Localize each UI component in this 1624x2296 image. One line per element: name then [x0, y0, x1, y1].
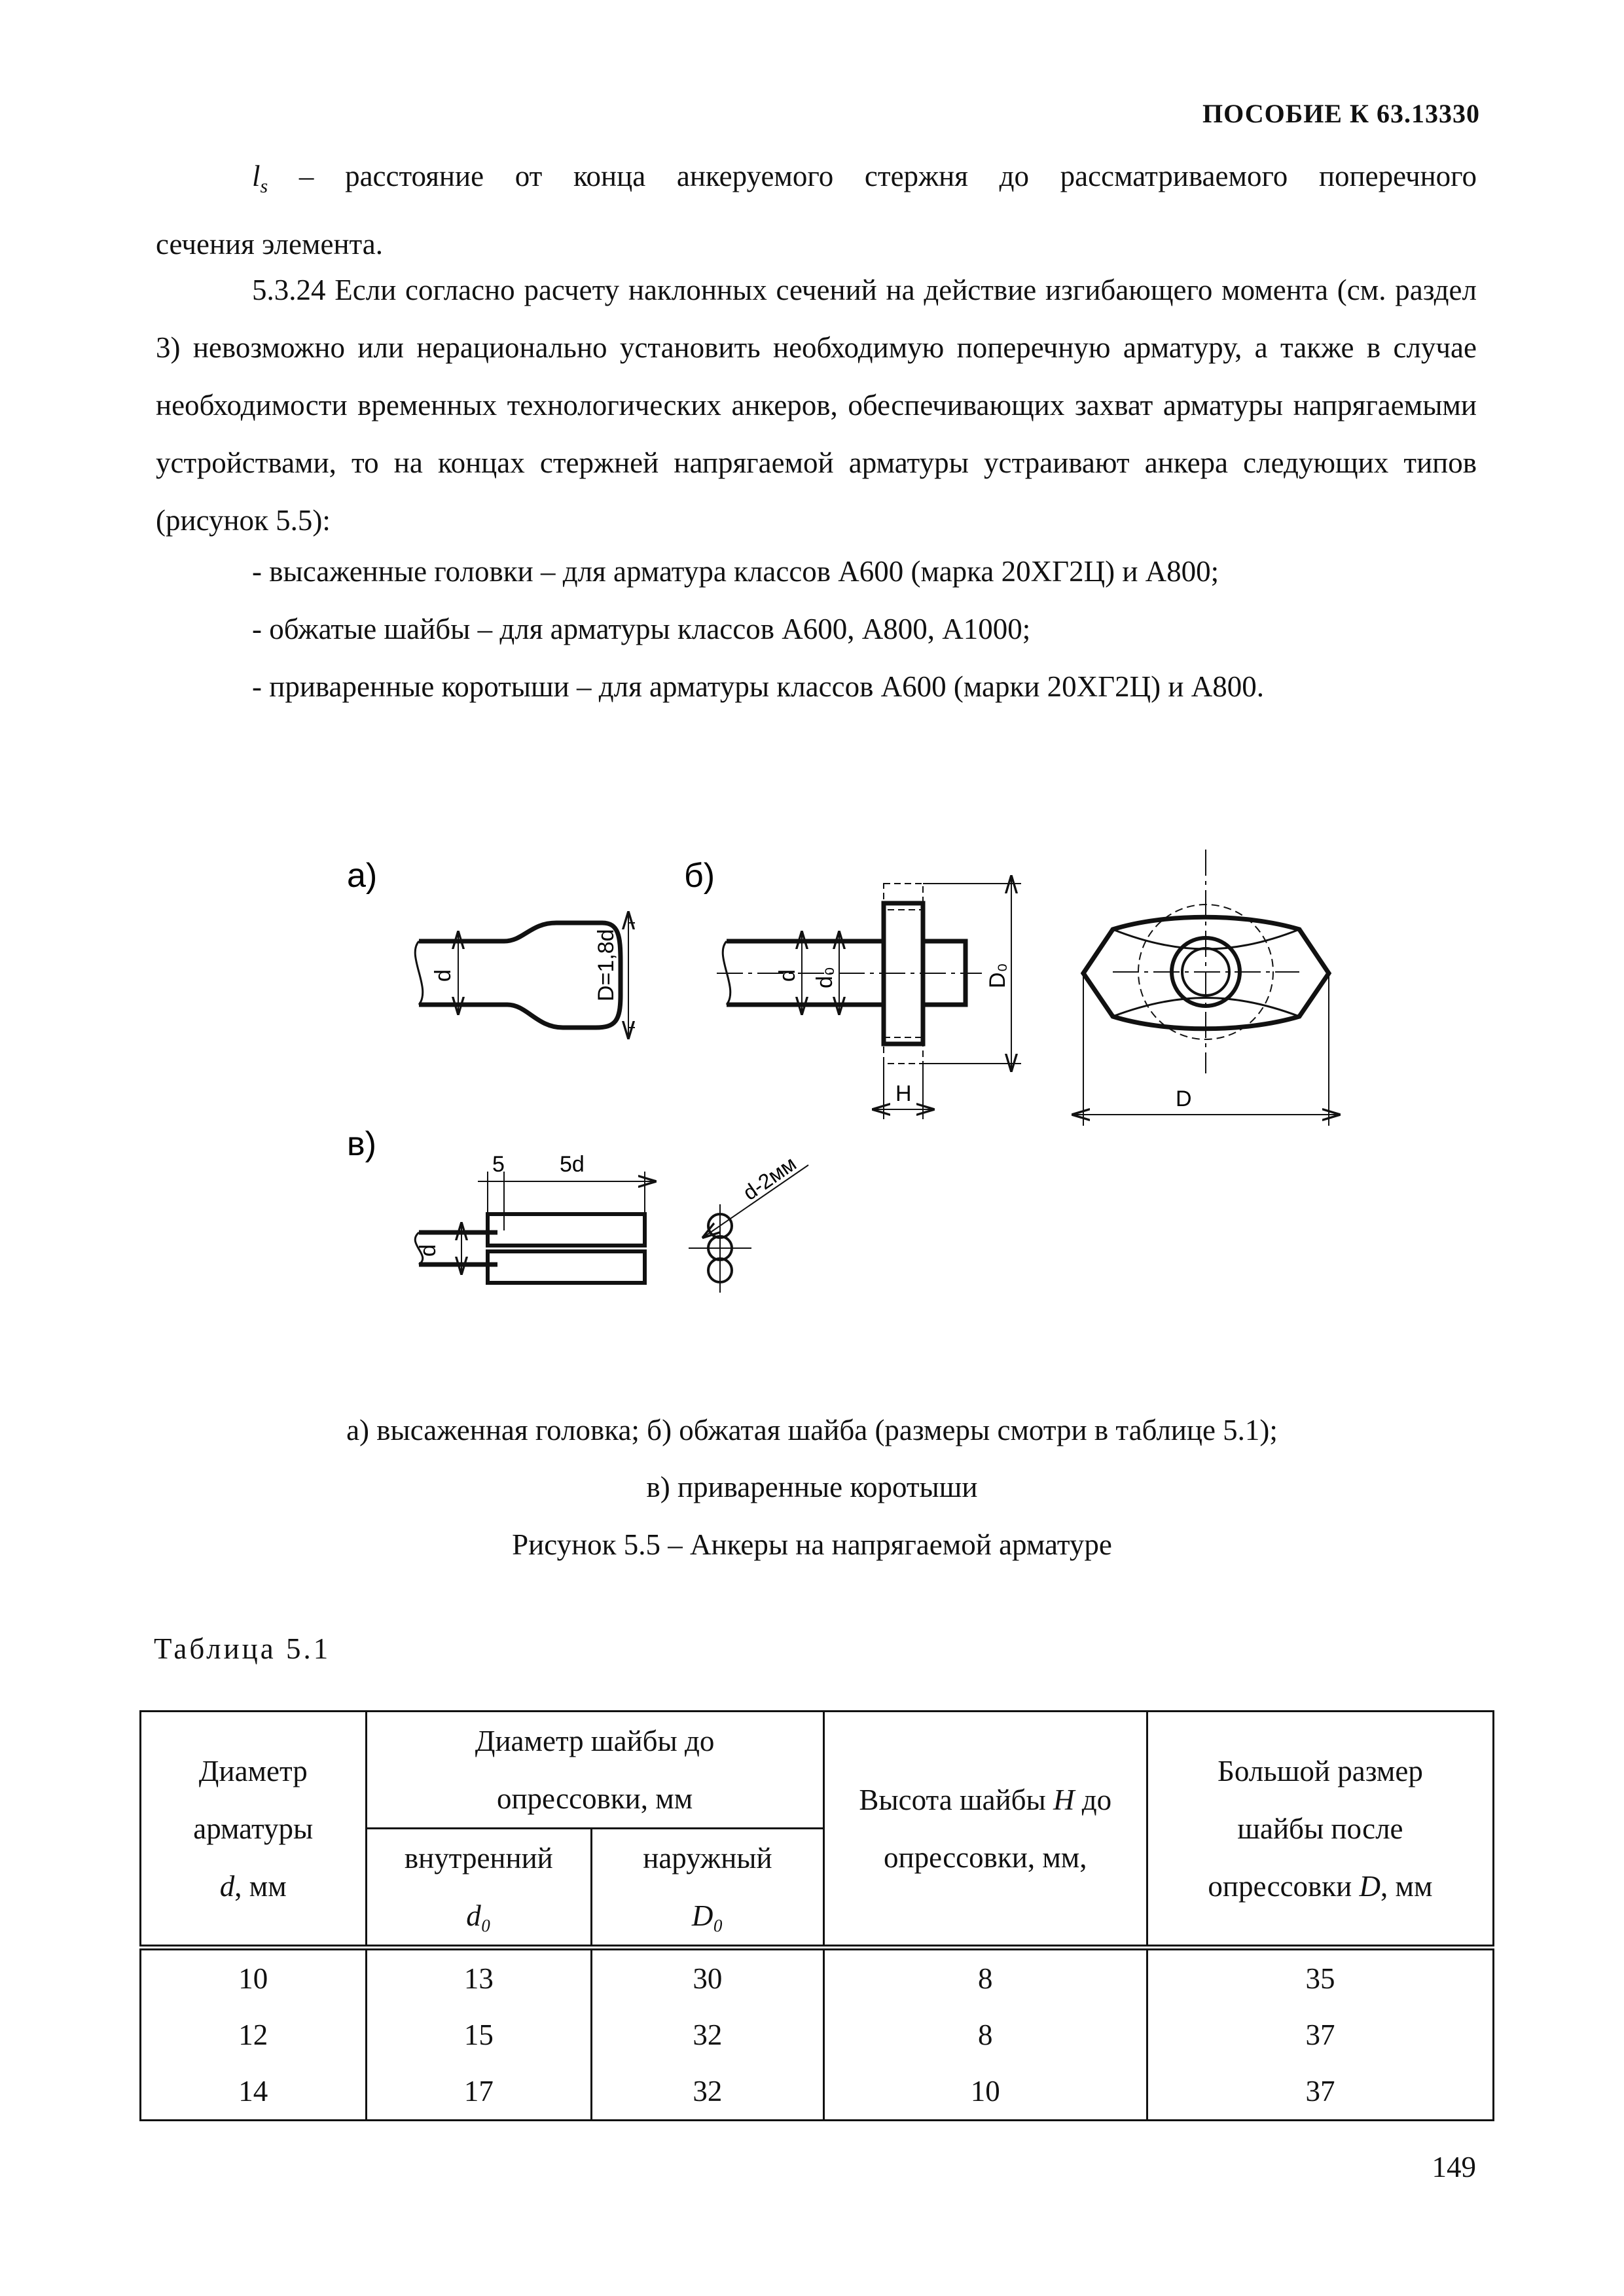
header-washer-height: Высота шайбы H до опрессовки, мм,	[823, 1712, 1147, 1948]
table-row: 10 13 30 8 35	[141, 1948, 1494, 2007]
table-5-1	[139, 1710, 1494, 2121]
label-b: б)	[684, 857, 715, 895]
dim-D18: D=1,8d	[594, 929, 619, 1001]
page-number: 149	[1432, 2151, 1476, 2183]
dim-d-minus-2mm: d-2мм	[738, 1151, 801, 1205]
figure-caption-line2: в) приваренные коротыши	[646, 1471, 978, 1503]
washer-front-drawing	[1074, 850, 1339, 1126]
header-washer-diameter: Диаметр шайбы до опрессовки, мм	[366, 1712, 823, 1829]
table-row: 14 17 32 10 37	[141, 2063, 1494, 2121]
list-item: - высаженные головки – для арматура классов А600 (марка 20ХГ2Ц) и А800;	[252, 555, 1219, 588]
table-row: 12 15 32 8 37	[141, 2007, 1494, 2063]
header-outer-diameter: наружный D₀	[592, 1829, 824, 1948]
figure-caption-line1: а) высаженная головка; б) обжатая шайба (размеры смотри в таблице 5.1);	[346, 1414, 1278, 1446]
figure-anchors	[0, 831, 1624, 1329]
list-item: - обжатые шайбы – для арматуры классов А600, А800, А1000;	[252, 613, 1031, 645]
dim-H: H	[895, 1081, 912, 1106]
dim-5: 5	[492, 1152, 505, 1177]
dim-d-b: d	[775, 969, 800, 982]
label-v: в)	[347, 1125, 376, 1163]
header-washer-large-size: Большой размер шайбы после опрессовки D, мм	[1147, 1712, 1493, 1948]
paragraph-ls-line2: сечения элемента.	[156, 228, 383, 260]
washer-side-drawing	[717, 877, 1021, 1119]
dim-D: D	[1176, 1086, 1192, 1111]
list-item: - приваренные коротыши – для арматуры классов А600 (марки 20ХГ2Ц) и А800.	[252, 670, 1264, 703]
dim-d0: d₀	[812, 966, 837, 988]
dim-5d: 5d	[560, 1152, 585, 1177]
symbol-ls: $l_s$	[252, 160, 268, 197]
header-inner-diameter: внутренний d₀	[366, 1829, 592, 1948]
page-header: ПОСОБИЕ К 63.13330	[1202, 99, 1480, 128]
table-title: Таблица 5.1	[154, 1632, 331, 1665]
paragraph-5-3-24: 5.3.24 Если согласно расчету наклонных сечений на действие изгибающего момента (см. раздел 3) невозможно или нерационально установить необходимую поперечную арматуру, а также в случае необходимости временных технологических анкеров, обеспечивающих захват арматуры напрягаемыми устройствами, то на концах стержней напрягаемой арматуры устраивают анкера следующих типов (рисунок 5.5):	[156, 274, 1477, 537]
header-rebar-diameter: Диаметр арматуры d, мм	[141, 1712, 367, 1948]
dim-d-v: d	[416, 1244, 441, 1257]
dim-D0: D₀	[985, 963, 1010, 988]
figure-title: Рисунок 5.5 – Анкеры на напрягаемой арматуре	[512, 1528, 1112, 1561]
label-a: а)	[347, 857, 378, 895]
dim-d-a: d	[431, 969, 456, 982]
paragraph-ls: $l_s$ – расстояние от конца анкеруемого стержня до рассматриваемого поперечного сечения элемента.	[156, 147, 1477, 273]
